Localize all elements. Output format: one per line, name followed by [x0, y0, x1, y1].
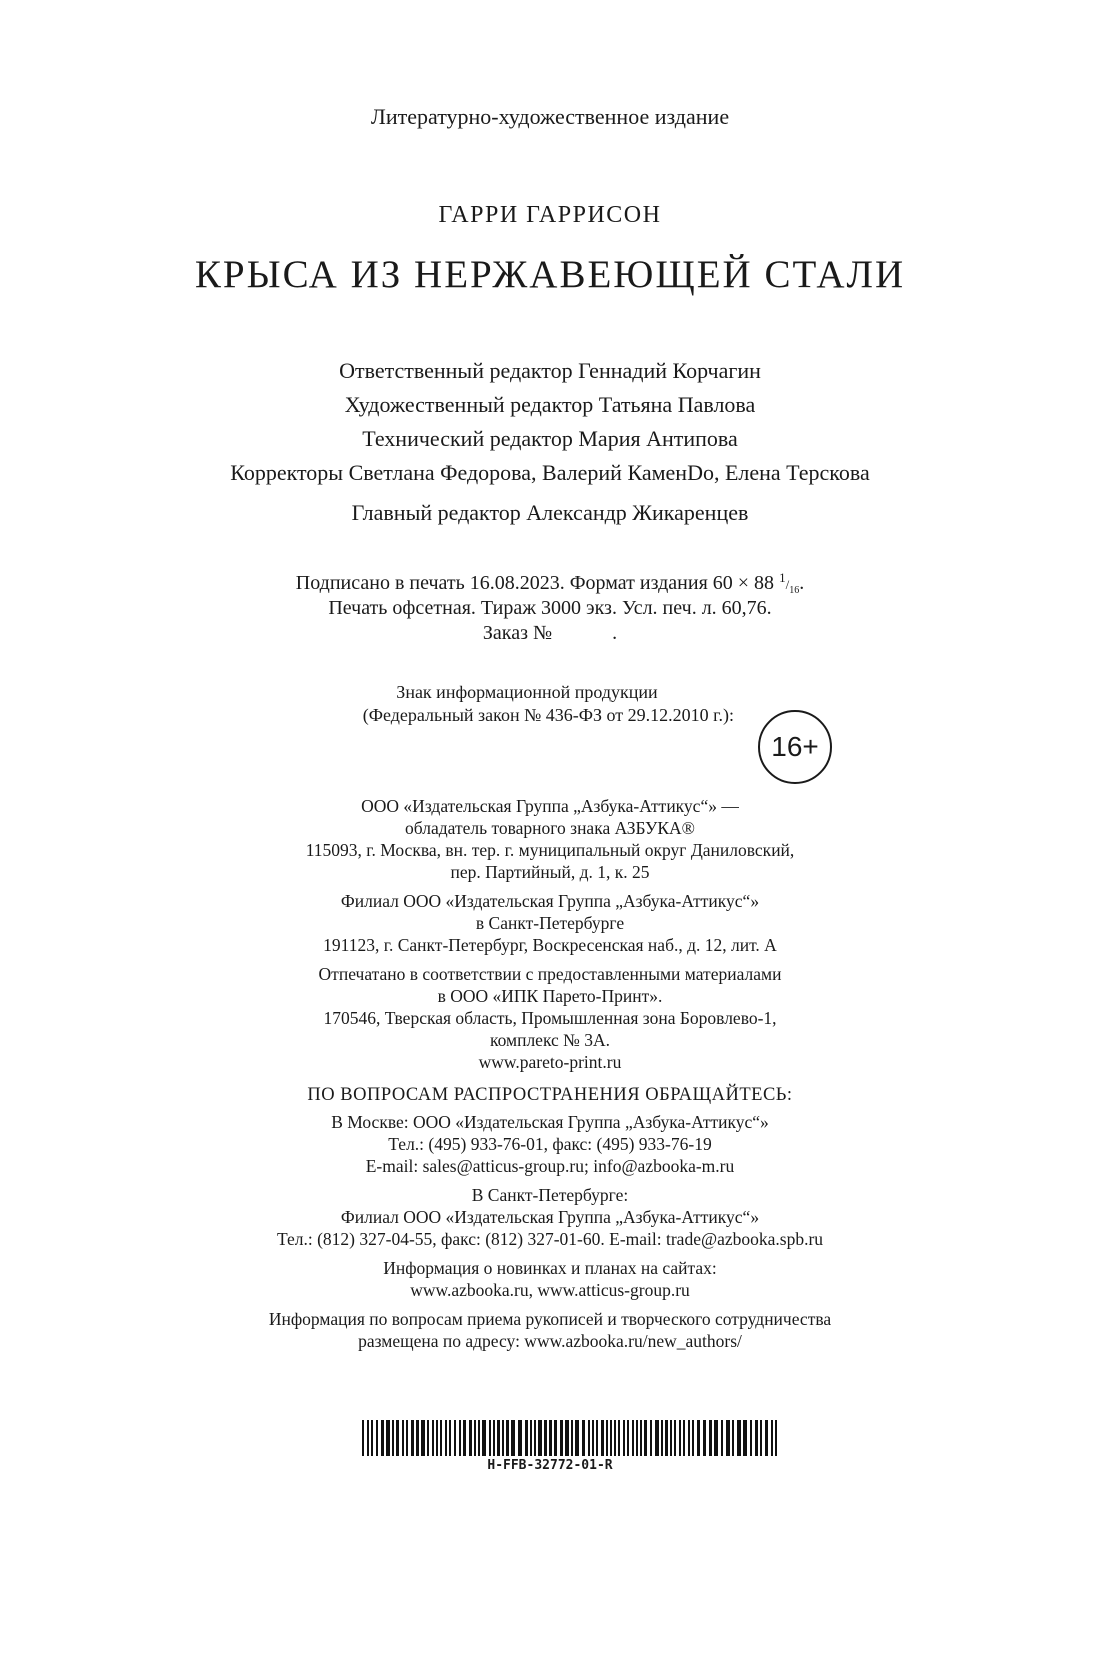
barcode-bar — [665, 1420, 668, 1456]
barcode-bar — [518, 1420, 522, 1456]
print-info-line — [0, 572, 1100, 595]
barcode-bar — [571, 1420, 573, 1456]
spb-contact: Тел.: (812) 327-04-55, факс: (812) 327-01-60. E-mail: trade@azbooka.spb.ru — [276, 1229, 824, 1249]
barcode-bar — [416, 1420, 419, 1456]
publisher-line: ООО «Издательская Группа „Азбука-Аттикус“» — — [361, 796, 739, 816]
barcode-bar — [627, 1420, 629, 1456]
barcode-bar — [474, 1420, 476, 1456]
printer-line: 170546, Тверская область, Промышленная зона Боровлево-1, — [323, 1008, 777, 1028]
barcode-bar — [497, 1420, 500, 1456]
barcode-bar — [396, 1420, 399, 1456]
book-title: КРЫСА ИЗ НЕРЖАВЕЮЩЕЙ СТАЛИ — [194, 253, 906, 296]
barcode-bar — [381, 1420, 384, 1456]
barcode-bar — [750, 1420, 752, 1456]
barcode-bar — [371, 1420, 373, 1456]
barcode-bar — [765, 1420, 768, 1456]
barcode-bar — [683, 1420, 685, 1456]
barcode-bar — [530, 1420, 532, 1456]
barcode-bar — [760, 1420, 762, 1456]
barcode-bar — [436, 1420, 438, 1456]
barcode-bar — [463, 1420, 466, 1456]
publisher-line: пер. Партийный, д. 1, к. 25 — [450, 862, 650, 882]
edition-type: Литературно-художественное издание — [370, 104, 730, 129]
barcode — [360, 1420, 780, 1456]
barcode-bar — [588, 1420, 590, 1456]
branch-line: в Санкт-Петербурге — [475, 913, 625, 933]
info-sign-law: (Федеральный закон № 436-ФЗ от 29.12.2010 г.): — [362, 705, 734, 725]
barcode-bar — [670, 1420, 672, 1456]
barcode-bar — [554, 1420, 557, 1456]
age-rating-badge: 16+ — [758, 710, 832, 784]
barcode-bar — [703, 1420, 706, 1456]
barcode-bar — [560, 1420, 563, 1456]
print-info-line: Печать офсетная. Тираж 3000 экз. Усл. печ. л. 60,76. — [328, 597, 772, 619]
barcode-bar — [440, 1420, 442, 1456]
barcode-bar — [601, 1420, 604, 1456]
manuscripts-info: Информация по вопросам приема рукописей и творческого сотрудничества — [268, 1309, 832, 1329]
fraction-numerator: 1 — [779, 570, 786, 585]
barcode-bar — [493, 1420, 495, 1456]
barcode-bar — [511, 1420, 515, 1456]
barcode-bar — [449, 1420, 451, 1456]
barcode-bar — [469, 1420, 472, 1456]
order-number: Заказ № . — [482, 622, 618, 644]
barcode-bar — [402, 1420, 404, 1456]
barcode-bar — [582, 1420, 585, 1456]
barcode-bar — [688, 1420, 690, 1456]
barcode-bar — [386, 1420, 390, 1456]
chief-editor: Главный редактор Александр Жикаренцев — [351, 500, 749, 525]
barcode-bar — [732, 1420, 734, 1456]
branch-line: 191123, г. Санкт-Петербург, Воскресенская наб., д. 12, лит. А — [323, 935, 777, 955]
barcode-bar — [709, 1420, 712, 1456]
barcode-bar — [432, 1420, 434, 1456]
print-info-end: . — [799, 572, 805, 594]
barcode-bar — [459, 1420, 461, 1456]
barcode-bar — [650, 1420, 652, 1456]
barcode-label: H-FFB-32772-01-R — [487, 1458, 613, 1473]
barcode-bar — [544, 1420, 547, 1456]
barcode-bar — [655, 1420, 659, 1456]
barcode-graphic — [360, 1420, 780, 1456]
barcode-bar — [411, 1420, 414, 1456]
barcode-bar — [721, 1420, 723, 1456]
barcode-bar — [549, 1420, 552, 1456]
staff-line: Корректоры Светлана Федорова, Валерий КаменDо, Елена Терскова — [230, 460, 870, 485]
sites-info: Информация о новинках и планах на сайтах: — [383, 1258, 717, 1278]
barcode-bar — [674, 1420, 676, 1456]
author-name: ГАРРИ ГАРРИСОН — [438, 202, 662, 228]
print-info-text: Подписано в печать 16.08.2023. Формат издания 60 × 88 — [295, 572, 775, 594]
barcode-bar — [362, 1420, 364, 1456]
barcode-bar — [454, 1420, 456, 1456]
barcode-bar — [692, 1420, 694, 1456]
info-sign-label: Знак информационной продукции — [396, 682, 658, 702]
barcode-bar — [640, 1420, 642, 1456]
publisher-line: 115093, г. Москва, вн. тер. г. муниципальный округ Даниловский, — [305, 840, 795, 860]
printer-line: комплекс № 3А. — [489, 1030, 610, 1050]
barcode-bar — [506, 1420, 509, 1456]
format-fraction: $1/_{16}$ — [779, 570, 800, 596]
barcode-bar — [534, 1420, 536, 1456]
sites-info: www.azbooka.ru, www.atticus-group.ru — [410, 1280, 690, 1300]
barcode-bar — [376, 1420, 378, 1456]
printer-website: www.pareto-print.ru — [478, 1052, 622, 1072]
barcode-bar — [538, 1420, 542, 1456]
barcode-bar — [743, 1420, 747, 1456]
barcode-bar — [575, 1420, 579, 1456]
barcode-bar — [610, 1420, 612, 1456]
branch-line: Филиал ООО «Издательская Группа „Азбука-Аттикус“» — [340, 891, 760, 911]
barcode-bar — [644, 1420, 647, 1456]
barcode-bar — [737, 1420, 741, 1456]
fraction-denominator: 16 — [789, 585, 800, 596]
barcode-bar — [565, 1420, 569, 1456]
barcode-bar — [618, 1420, 620, 1456]
moscow-contact: В Москве: ООО «Издательская Группа „Азбука-Аттикус“» — [331, 1112, 769, 1132]
barcode-bar — [636, 1420, 638, 1456]
printer-line: в ООО «ИПК Парето-Принт». — [437, 986, 663, 1006]
printer-line: Отпечатано в соответствии с предоставленными материалами — [318, 964, 782, 984]
barcode-bar — [775, 1420, 777, 1456]
barcode-bar — [482, 1420, 486, 1456]
barcode-bar — [632, 1420, 634, 1456]
manuscripts-info: размещена по адресу: www.azbooka.ru/new_authors/ — [358, 1331, 742, 1351]
barcode-bar — [614, 1420, 616, 1456]
barcode-bar — [406, 1420, 408, 1456]
staff-line: Ответственный редактор Геннадий Корчагин — [339, 358, 761, 383]
barcode-bar — [502, 1420, 504, 1456]
barcode-bar — [592, 1420, 594, 1456]
staff-line: Технический редактор Мария Антипова — [362, 426, 738, 451]
spb-contact: Филиал ООО «Издательская Группа „Азбука-Аттикус“» — [340, 1207, 760, 1227]
staff-line: Художественный редактор Татьяна Павлова — [344, 392, 756, 417]
barcode-bar — [392, 1420, 394, 1456]
moscow-contact: Тел.: (495) 933-76-01, факс: (495) 933-76-19 — [388, 1134, 712, 1154]
barcode-bar — [525, 1420, 528, 1456]
publisher-line: обладатель товарного знака АЗБУКА® — [405, 818, 695, 838]
barcode-bar — [478, 1420, 480, 1456]
barcode-bar — [661, 1420, 663, 1456]
barcode-bar — [726, 1420, 730, 1456]
barcode-bar — [367, 1420, 369, 1456]
barcode-bar — [679, 1420, 681, 1456]
barcode-bar — [445, 1420, 447, 1456]
barcode-bar — [623, 1420, 625, 1456]
barcode-bar — [697, 1420, 700, 1456]
barcode-bar — [427, 1420, 429, 1456]
barcode-bar — [771, 1420, 773, 1456]
moscow-contact: E-mail: sales@atticus-group.ru; info@azbooka-m.ru — [365, 1156, 735, 1176]
barcode-bar — [606, 1420, 608, 1456]
barcode-bar — [596, 1420, 598, 1456]
barcode-bar — [755, 1420, 758, 1456]
spb-contact: В Санкт-Петербурге: — [471, 1185, 629, 1205]
distribution-heading: ПО ВОПРОСАМ РАСПРОСТРАНЕНИЯ ОБРАЩАЙТЕСЬ: — [307, 1085, 793, 1105]
barcode-bar — [421, 1420, 425, 1456]
barcode-bar — [489, 1420, 491, 1456]
barcode-bar — [714, 1420, 718, 1456]
